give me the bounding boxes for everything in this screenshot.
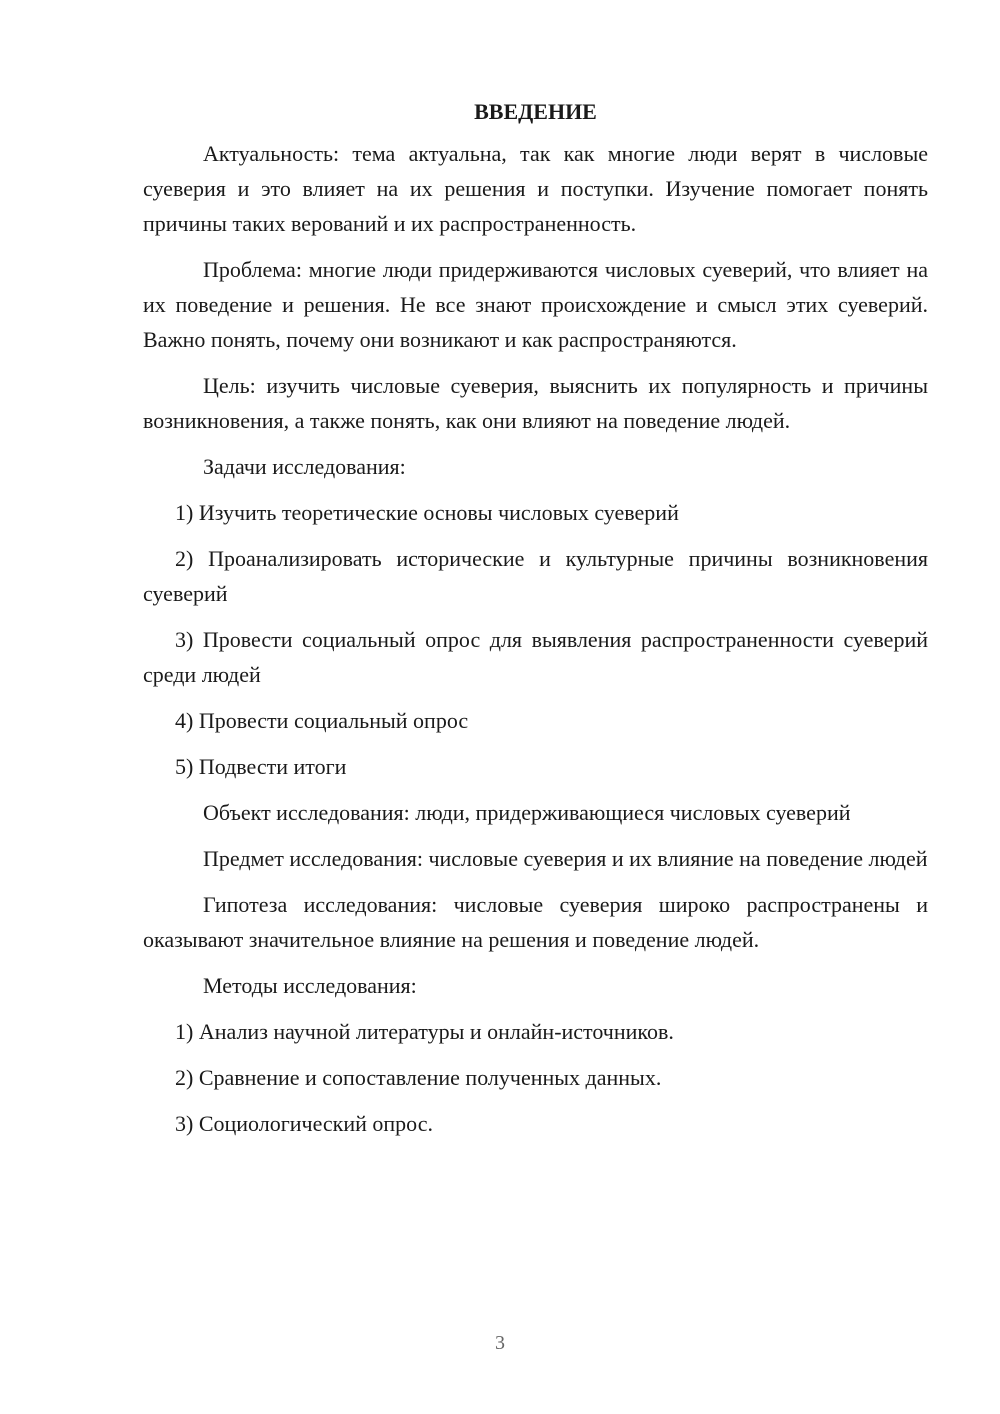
page-number: 3 xyxy=(495,1332,505,1354)
subject-paragraph: Предмет исследования: числовые суеверия и их влияние на поведение людей xyxy=(203,846,928,871)
task-item: 2) Проанализировать исторические и культурные причины возникновения суеверий xyxy=(143,546,928,606)
page-title: ВВЕДЕНИЕ xyxy=(474,99,597,124)
page-body xyxy=(143,96,928,1152)
methods-heading: Методы исследования: xyxy=(203,973,417,998)
object-paragraph: Объект исследования: люди, придерживающиеся числовых суеверий xyxy=(203,800,851,825)
method-item: 3) Социологический опрос. xyxy=(175,1111,433,1136)
task-item: 1) Изучить теоретические основы числовых суеверий xyxy=(175,500,679,525)
goal-paragraph: Цель: изучить числовые суеверия, выяснить их популярность и причины возникновения, а также понять, как они влияют на поведение людей. xyxy=(143,373,928,433)
hypothesis-paragraph: Гипотеза исследования: числовые суеверия широко распространены и оказывают значительное влияние на решения и поведение людей. xyxy=(143,892,928,952)
task-item: 4) Провести социальный опрос xyxy=(175,708,469,733)
method-item: 2) Сравнение и сопоставление полученных данных. xyxy=(175,1065,662,1090)
problem-paragraph: Проблема: многие люди придерживаются числовых суеверий, что влияет на их поведение и решения. Не все знают происхождение и смысл этих суеверий. Важно понять, почему они возникают и как распространяются. xyxy=(143,257,928,352)
tasks-heading: Задачи исследования: xyxy=(203,454,406,479)
task-item: 5) Подвести итоги xyxy=(175,754,347,779)
task-item: 3) Провести социальный опрос для выявления распространенности суеверий среди людей xyxy=(143,627,928,687)
method-item: 1) Анализ научной литературы и онлайн-источников. xyxy=(175,1019,674,1044)
relevance-paragraph: Актуальность: тема актуальна, так как многие люди верят в числовые суеверия и это влияет на их решения и поступки. Изучение помогает понять причины таких верований и их распространенность. xyxy=(143,141,928,236)
